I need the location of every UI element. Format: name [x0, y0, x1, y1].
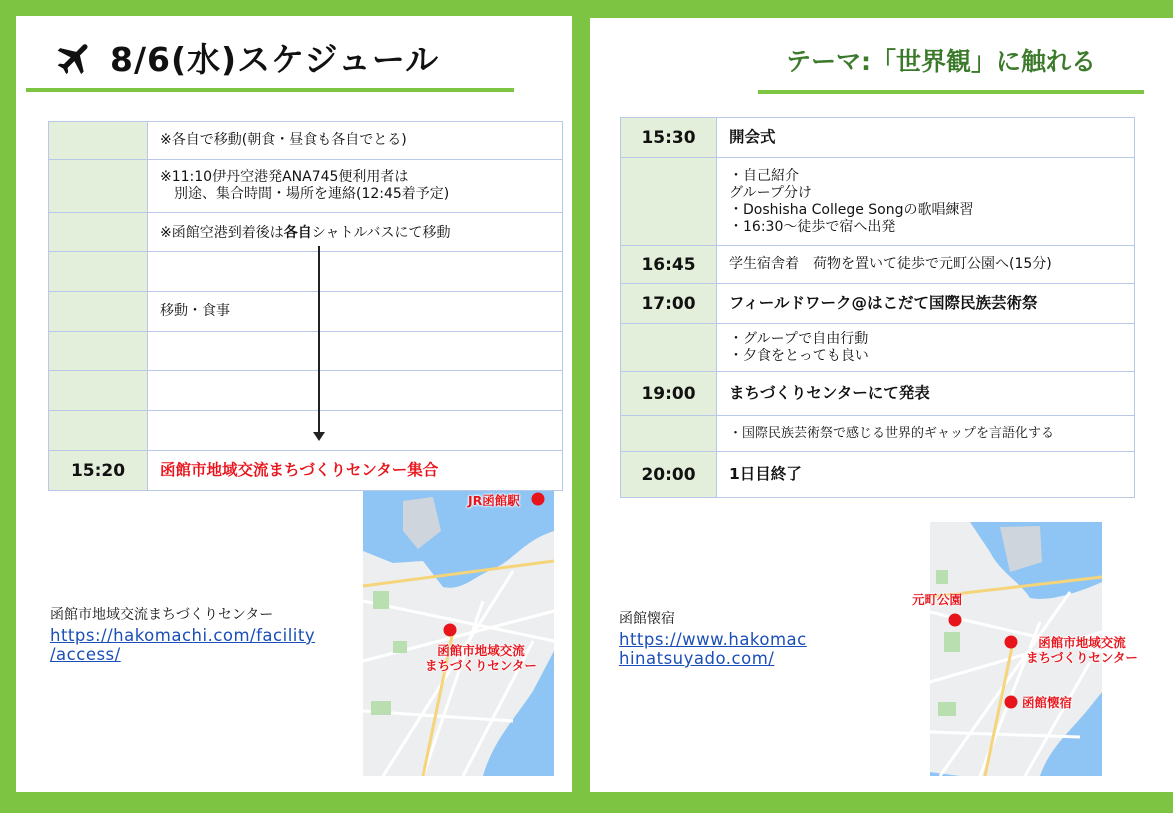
right-page	[586, 0, 1173, 813]
table-row	[621, 246, 1135, 284]
detail-cell: 移動・食事	[148, 292, 563, 332]
detail-cell: 開会式	[717, 118, 1135, 158]
left-page	[0, 0, 586, 813]
detail-line: ・Doshisha College Songの歌唱練習	[729, 201, 974, 218]
detail-cell	[148, 371, 563, 411]
detail-emphasis: 各自	[283, 225, 312, 241]
arrow-down-icon	[313, 432, 325, 441]
location-info-right	[619, 608, 859, 668]
table-row	[621, 372, 1135, 416]
link-line: hinatsuyado.com/	[619, 649, 775, 668]
page-title-left	[54, 34, 439, 81]
table-row	[49, 160, 563, 213]
page-title-right: テーマ:「世界観」に触れる	[786, 47, 1096, 76]
detail-line: ・夕食をとっても良い	[729, 347, 869, 364]
time-cell	[49, 292, 148, 332]
meeting-point-text: 函館市地域交流まちづくりセンター集合	[148, 451, 563, 491]
title-underline-left	[26, 88, 514, 92]
map-label-station: JR函館駅	[468, 493, 520, 508]
table-row	[621, 452, 1135, 498]
table-row	[621, 324, 1135, 372]
detail-cell	[717, 324, 1135, 372]
left-border-top	[0, 0, 586, 16]
link-line: /access/	[50, 645, 121, 664]
time-cell: 19:00	[621, 372, 717, 416]
table-row	[49, 411, 563, 451]
location-name: 函館懐宿	[619, 611, 675, 627]
left-border-right	[572, 0, 586, 813]
time-cell	[49, 252, 148, 292]
left-border-left	[0, 0, 16, 813]
table-row	[49, 252, 563, 292]
detail-cell: まちづくりセンターにて発表	[717, 372, 1135, 416]
detail-cell: 学生宿舎着 荷物を置いて徒歩で元町公園へ(15分)	[717, 246, 1135, 284]
time-cell	[621, 158, 717, 246]
detail-text: ※函館空港到着後は	[160, 225, 284, 241]
time-cell	[49, 122, 148, 160]
title-text-left: 8/6(水)スケジュール	[110, 40, 440, 79]
location-info-left	[50, 604, 350, 664]
table-row	[621, 416, 1135, 452]
map-image-left	[363, 491, 554, 776]
right-border-top	[586, 0, 1173, 18]
time-cell	[49, 411, 148, 451]
location-link[interactable]	[619, 630, 859, 668]
right-border-left	[586, 0, 590, 813]
detail-cell	[148, 160, 563, 213]
time-cell: 15:30	[621, 118, 717, 158]
flow-arrow-line	[318, 246, 320, 434]
time-cell: 17:00	[621, 284, 717, 324]
title-underline-right	[758, 90, 1144, 94]
link-line: https://hakomachi.com/facility	[50, 626, 316, 645]
map-label-inn: 函館懐宿	[1022, 695, 1073, 710]
time-cell	[49, 213, 148, 252]
link-line: https://www.hakomac	[619, 630, 807, 649]
detail-text: シャトルバスにて移動	[311, 225, 451, 241]
table-row	[49, 122, 563, 160]
detail-line: ※11:10伊丹空港発ANA745便利用者は	[160, 169, 409, 185]
detail-cell	[717, 158, 1135, 246]
table-row	[49, 371, 563, 411]
schedule-table-right	[620, 117, 1135, 498]
table-row	[621, 158, 1135, 246]
time-cell	[49, 160, 148, 213]
table-row	[49, 332, 563, 371]
detail-cell	[148, 332, 563, 371]
airplane-icon	[54, 37, 96, 79]
table-row	[49, 451, 563, 491]
time-cell: 16:45	[621, 246, 717, 284]
table-row	[49, 213, 563, 252]
map-label-park: 元町公園	[912, 592, 963, 607]
detail-cell	[148, 252, 563, 292]
detail-line: ・グループで自由行動	[729, 330, 869, 347]
table-row	[49, 292, 563, 332]
time-cell	[49, 332, 148, 371]
time-cell	[621, 416, 717, 452]
detail-line: グループ分け	[729, 184, 812, 201]
schedule-table-left	[48, 121, 563, 491]
table-row	[621, 118, 1135, 158]
detail-cell: ・国際民族芸術祭で感じる世界的ギャップを言語化する	[717, 416, 1135, 452]
detail-cell	[148, 213, 563, 252]
detail-line: ・16:30～徒歩で宿へ出発	[729, 218, 896, 235]
location-name: 函館市地域交流まちづくりセンター	[50, 607, 274, 623]
table-row	[621, 284, 1135, 324]
detail-cell: ※各自で移動(朝食・昼食も各自でとる)	[148, 122, 563, 160]
location-link[interactable]	[50, 626, 350, 664]
right-border-bottom	[586, 792, 1173, 813]
map-image-right	[912, 522, 1138, 776]
detail-cell: 1日目終了	[717, 452, 1135, 498]
map-label-center: 函館市地域交流 まちづくりセンター	[425, 643, 537, 673]
left-border-bottom	[0, 792, 586, 813]
detail-cell	[148, 411, 563, 451]
detail-cell: フィールドワーク@はこだて国際民族芸術祭	[717, 284, 1135, 324]
time-cell: 20:00	[621, 452, 717, 498]
map-graphic	[363, 491, 554, 776]
detail-line: 別途、集合時間・場所を連絡(12:45着予定)	[160, 186, 450, 202]
map-label-center: 函館市地域交流 まちづくりセンター	[1026, 635, 1138, 665]
detail-line: ・自己紹介	[729, 167, 799, 184]
time-cell	[49, 371, 148, 411]
time-cell	[621, 324, 717, 372]
time-cell: 15:20	[49, 451, 148, 491]
